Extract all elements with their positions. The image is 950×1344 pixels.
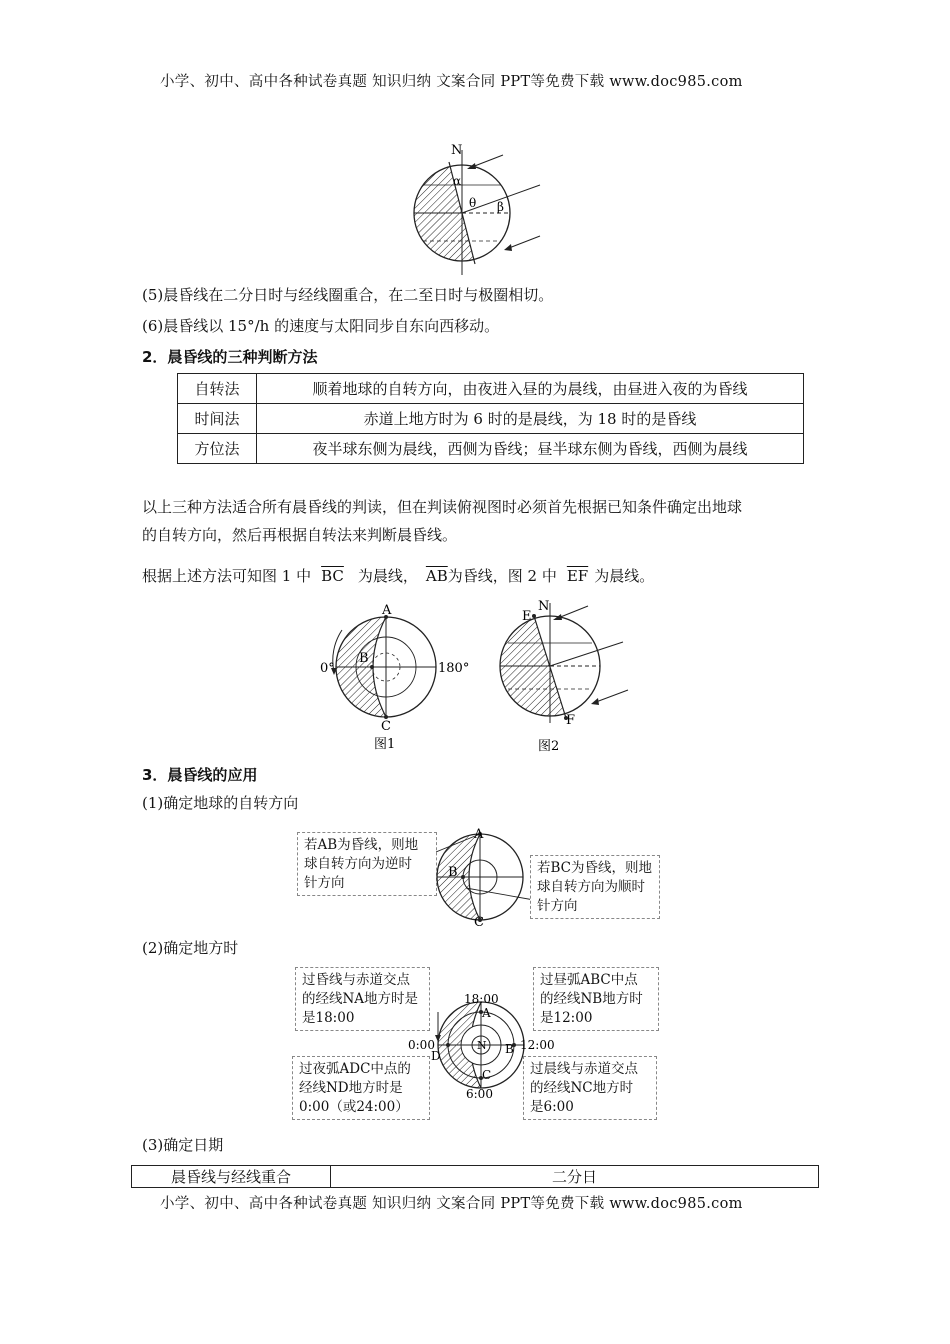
note-line: 过夜弧ADC中点的 <box>299 1061 411 1077</box>
note-line: 球自转方向为顺时 <box>537 879 645 895</box>
para3-part: 为晨线。 <box>594 567 655 585</box>
fig3-a-label: A <box>474 827 484 842</box>
para3-part: 为晨线， <box>357 567 418 585</box>
date-cell-right: 二分日 <box>331 1166 819 1188</box>
note-line: 的经线NC地方时 <box>530 1080 634 1096</box>
fig-top-beta-label: β <box>497 200 504 214</box>
fig4-a-label: A <box>482 1006 491 1020</box>
method-desc: 夜半球东侧为晨线，西侧为昏线；昼半球东侧为昏线，西侧为晨线 <box>257 434 804 464</box>
fig1-a-label: A <box>382 603 392 618</box>
figure-1 <box>320 600 480 750</box>
method-desc: 顺着地球的自转方向，由夜进入昼的为晨线，由昼进入夜的为昏线 <box>257 374 804 404</box>
note-line: 是6:00 <box>530 1099 574 1115</box>
note-line: 过昼弧ABC中点 <box>540 972 638 988</box>
fig3-b-label: B <box>448 865 458 880</box>
fig3-c-label: C <box>474 915 484 926</box>
note-box-bottom-right <box>523 1056 657 1120</box>
fig4-t12-label: 12:00 <box>520 1038 555 1052</box>
note-line: 的经线NA地方时是 <box>302 991 419 1007</box>
fig-top-alpha-label: α <box>453 174 462 188</box>
figure-2 <box>488 598 638 753</box>
note-line: 经线ND地方时是 <box>299 1080 403 1096</box>
arc-bc-label: $\overline{BC}$ <box>321 567 344 585</box>
section2-para2: 的自转方向，然后再根据自转法来判断晨昏线。 <box>142 526 458 544</box>
method-name: 自转法 <box>178 374 257 404</box>
fig2-caption: 图2 <box>538 739 560 753</box>
note-line: 若AB为昏线，则地 <box>304 837 419 853</box>
fig2-f-label: F <box>566 713 576 728</box>
note-line: 过晨线与赤道交点 <box>530 1061 638 1077</box>
fig4-d-label: D <box>431 1049 441 1063</box>
section3-sub2: (2)确定地方时 <box>142 939 239 957</box>
fig-top-theta-label: θ <box>469 196 477 210</box>
fig4-t18-label: 18:00 <box>464 992 499 1006</box>
page-footer: 小学、初中、高中各种试卷真题 知识归纳 文案合同 PPT等免费下载 www.doc985.com <box>160 1196 743 1212</box>
fig1-caption: 图1 <box>374 737 396 750</box>
figure-3 <box>436 826 536 926</box>
point-5: (5)晨昏线在二分日时与经线圈重合，在二至日时与极圈相切。 <box>142 286 554 304</box>
table-row <box>178 374 804 404</box>
note-line: 是12:00 <box>540 1010 593 1026</box>
para3-part: 根据上述方法可知图 1 中 <box>142 567 312 585</box>
table-row <box>178 404 804 434</box>
method-desc: 赤道上地方时为 6 时的是晨线，为 18 时的是昏线 <box>257 404 804 434</box>
section3-sub1: (1)确定地球的自转方向 <box>142 794 299 812</box>
fig1-right-label: 180° <box>438 661 470 676</box>
section2-title: 2．晨昏线的三种判断方法 <box>142 348 318 366</box>
date-cell-left: 晨昏线与经线重合 <box>132 1166 331 1188</box>
fig1-c-label: C <box>381 719 391 734</box>
fig1-b-label: B <box>359 651 369 666</box>
fig2-e-label: E <box>522 609 532 624</box>
fig2-n-label: N <box>538 599 550 614</box>
note-line: 的经线NB地方时 <box>540 991 643 1007</box>
arc-ab-label: $\overline{AB}$ <box>425 567 448 585</box>
note-line: 0:00（或24:00） <box>299 1099 409 1115</box>
fig4-t0-label: 0:00 <box>408 1038 435 1052</box>
method-name: 时间法 <box>178 404 257 434</box>
fig4-n-label: N <box>477 1039 487 1052</box>
section3-sub3: (3)确定日期 <box>142 1136 224 1154</box>
note-line: 过昏线与赤道交点 <box>302 972 410 988</box>
point-6: (6)晨昏线以 15°/h 的速度与太阳同步自东向西移动。 <box>142 317 500 335</box>
page-header: 小学、初中、高中各种试卷真题 知识归纳 文案合同 PPT等免费下载 www.doc985.com <box>160 74 743 90</box>
figure-top-globe <box>405 140 555 275</box>
fig4-t6-label: 6:00 <box>466 1087 493 1100</box>
section2-para3 <box>142 563 654 590</box>
fig4-c-label: C <box>482 1068 492 1082</box>
arc-ef-label: $\overline{EF}$ <box>566 567 589 585</box>
para3-part: 为昏线，图 2 中 <box>447 567 557 585</box>
note-line: 球自转方向为逆时 <box>304 856 412 872</box>
section3-title: 3．晨昏线的应用 <box>142 766 258 784</box>
note-line: 是18:00 <box>302 1010 355 1026</box>
note-line: 针方向 <box>304 875 345 891</box>
fig1-left-label: 0° <box>320 661 335 676</box>
note-box-right <box>530 855 660 919</box>
note-box-left <box>297 832 437 896</box>
table-row <box>178 434 804 464</box>
fig4-b-label: B <box>505 1042 514 1056</box>
fig-top-n-label: N <box>451 143 463 158</box>
note-line: 针方向 <box>537 898 578 914</box>
note-line: 若BC为昏线，则地 <box>537 860 653 876</box>
method-name: 方位法 <box>178 434 257 464</box>
note-box-bottom-left <box>292 1056 430 1120</box>
methods-table <box>177 373 804 464</box>
table-row <box>132 1166 819 1188</box>
date-table <box>131 1165 819 1188</box>
section2-para1: 以上三种方法适合所有晨昏线的判读，但在判读俯视图时必须首先根据已知条件确定出地球 <box>142 498 743 516</box>
